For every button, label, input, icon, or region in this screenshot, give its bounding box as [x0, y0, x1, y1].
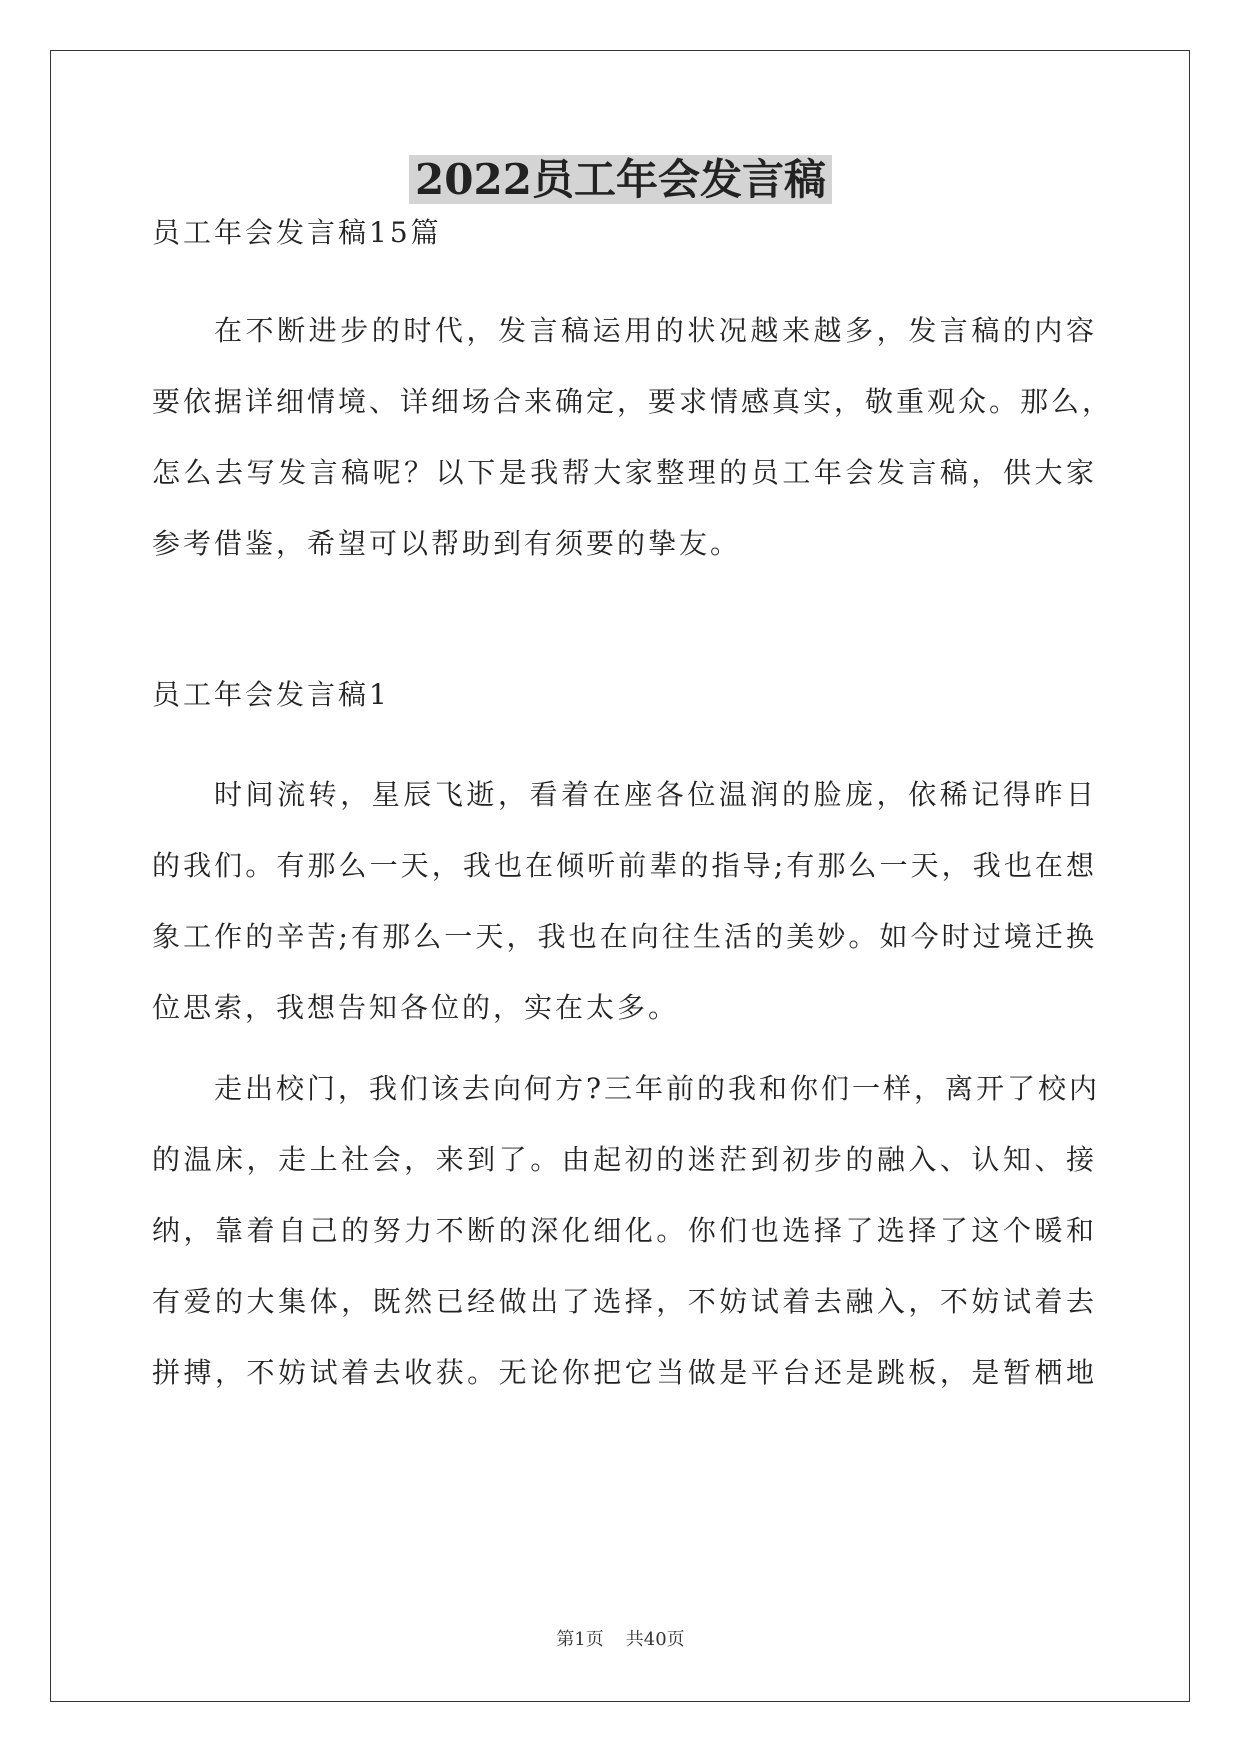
document-title — [0, 150, 1241, 210]
intro-line: 怎么去写发言稿呢？以下是我帮大家整理的员工年会发言稿，供大家 — [152, 456, 1097, 489]
intro-line: 要依据详细情境、详细场合来确定，要求情感真实，敬重观众。那么， — [152, 385, 1114, 418]
page-total: 共40页 — [625, 1629, 685, 1650]
paragraph2-line: 有爱的大集体，既然已经做出了选择，不妨试着去融入，不妨试着去 — [152, 1285, 1097, 1318]
paragraph2-line: 的温床，走上社会，来到了。由起初的迷茫到初步的融入、认知、接 — [152, 1143, 1097, 1176]
paragraph2-line: 拼搏，不妨试着去收获。无论你把它当做是平台还是跳板，是暂栖地 — [152, 1356, 1097, 1389]
section-heading: 员工年会发言稿1 — [152, 678, 390, 711]
document-title-text: 2022员工年会发言稿 — [409, 155, 832, 204]
intro-line: 在不断进步的时代，发言稿运用的状况越来越多，发言稿的内容 — [214, 314, 1097, 347]
page-footer — [0, 1628, 1241, 1652]
page-current: 第1页 — [556, 1629, 604, 1650]
paragraph1-line: 位思索，我想告知各位的，实在太多。 — [152, 991, 680, 1024]
paragraph2-line: 走出校门，我们该去向何方?三年前的我和你们一样，离开了校内 — [214, 1072, 1101, 1105]
intro-line: 参考借鉴，希望可以帮助到有须要的挚友。 — [152, 527, 742, 560]
paragraph2-line: 纳，靠着自己的努力不断的深化细化。你们也选择了选择了这个暖和 — [152, 1214, 1097, 1247]
paragraph1-line: 象工作的辛苦;有那么一天，我也在向往生活的美妙。如今时过境迁换 — [152, 920, 1097, 953]
paragraph1-line: 时间流转，星辰飞逝，看着在座各位温润的脸庞，依稀记得昨日 — [214, 778, 1097, 811]
paragraph1-line: 的我们。有那么一天，我也在倾听前辈的指导;有那么一天，我也在想 — [152, 849, 1097, 882]
document-subtitle: 员工年会发言稿15篇 — [152, 216, 442, 249]
